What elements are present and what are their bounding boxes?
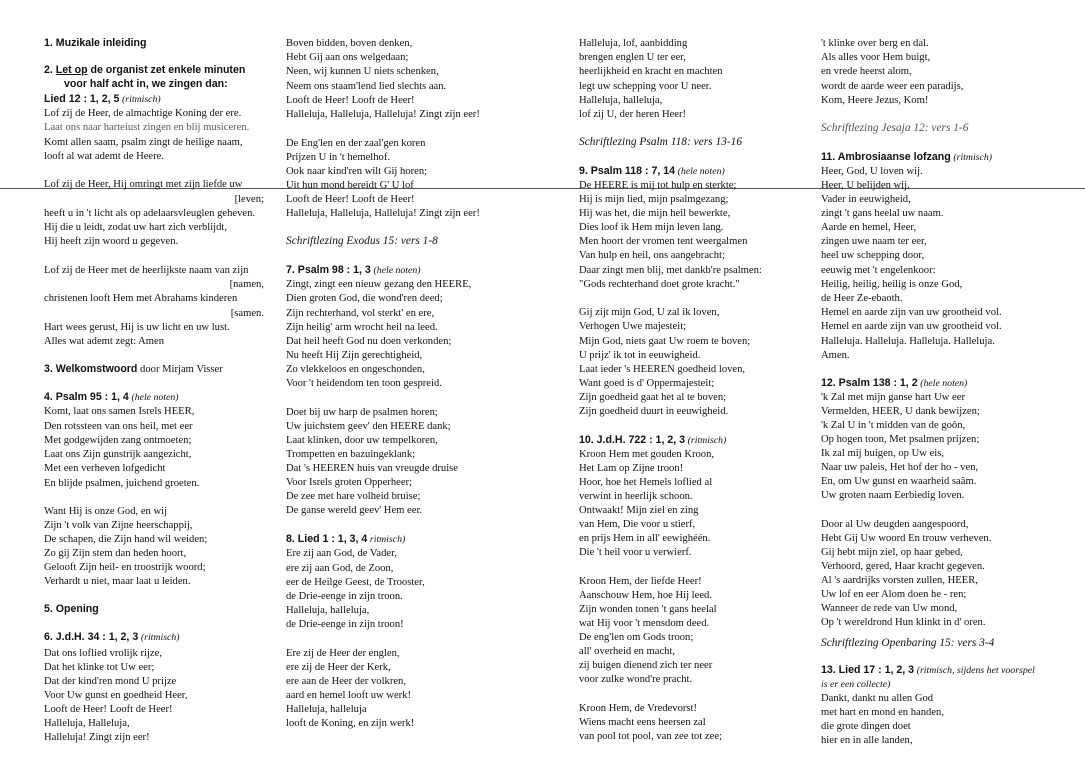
text-line: die grote dingen doet (821, 721, 911, 732)
text-line: Ere zij aan God, de Vader, (286, 548, 397, 559)
item-heading: 7. Psalm 98 : 1, 3 (hele noten) (286, 264, 421, 276)
text-line: Zo gij Zijn stem dan heden hoort, (44, 548, 187, 559)
text-line: De schapen, die Zijn hand wil weiden; (44, 534, 208, 545)
text-line: Zingt, zingt een nieuw gezang den HEERE, (286, 279, 472, 290)
text-line: Daar zingt men blij, met dankb're psalmen: (579, 265, 762, 276)
text-line: Heer, God, U loven wij. (821, 166, 923, 177)
text-line: Aarde en hemel, Heer, (821, 222, 917, 233)
text-line: En, om Uw gunst en waarheid saâm. (821, 476, 977, 487)
text-line: De eng'len om Gods troon; (579, 632, 694, 643)
text-line: Lof zij de Heer met de heerlijkste naam van zijn (44, 265, 249, 276)
text-line: 'k Zal met mijn ganse hart Uw eer (821, 392, 965, 403)
text-line: [samen. (230, 308, 264, 319)
text-line: de Drie-eenge in zijn troon. (286, 591, 403, 602)
text-line: Men hoort der vromen tent weergalmen (579, 236, 748, 247)
text-line: Halleluja, Halleluja, Halleluja! Zingt zijn eer! (286, 208, 480, 219)
text-line: Ik zal mij buigen, op Uw eis, (821, 448, 944, 459)
text-line: Zijn goedheid gaat het al te boven; (579, 392, 727, 403)
text-line: Het Lam op Zijne troon! (579, 463, 684, 474)
text-line: Gij hebt mijn ziel, op haar gebed, (821, 547, 963, 558)
text-line: De Eng'len en der zaal'gen koren (286, 138, 426, 149)
text-line: Uw groten naam Eerbiedig loven. (821, 490, 965, 501)
text-line: Wiens macht eens heersen zal (579, 717, 706, 728)
text-line: Hemel en aarde zijn van uw grootheid vol. (821, 307, 1002, 318)
item-heading: 8. Lied 1 : 1, 3, 4 ritmisch) (286, 533, 406, 545)
text-line: Wanneer de rede van Uw mond, (821, 603, 958, 614)
text-line: legt uw schepping voor U neer. (579, 81, 712, 92)
text-line: 'k Zal U in 't midden van de goôn, (821, 420, 966, 431)
text-line: Halleluja! Zingt zijn eer! (44, 732, 150, 743)
text-line: Dat ons loflied vrolijk rijze, (44, 648, 162, 659)
text-line: Heer, U belijden wij. (821, 180, 910, 191)
text-line: heel uw schepping door, (821, 250, 925, 261)
scripture-reading: Schriftlezing Psalm 118: vers 13-16 (579, 136, 743, 148)
text-line: Gelooft Zijn heil- en troostrijk woord; (44, 562, 206, 573)
text-line: Verhoord, gered, Haar kracht gegeven. (821, 561, 985, 572)
text-line: Dat heil heeft God nu doen verkonden; (286, 336, 452, 347)
text-line: Uit hun mond bereidt G' U lof (286, 180, 414, 191)
text-line: Aanschouw Hem, hoe Hij leed. (579, 590, 712, 601)
text-line: wat Hij voor 't mensdom deed. (579, 618, 710, 629)
text-line: Hebt Gij aan ons welgedaan; (286, 52, 409, 63)
text-line: Amen. (821, 350, 850, 361)
text-line: Uw lof en eer Alom doen he - ren; (821, 589, 967, 600)
text-line: zingt 't gans heelal uw naam. (821, 208, 944, 219)
scripture-reading: Schriftlezing Openbaring 15: vers 3-4 (821, 637, 995, 649)
text-line: Nu heeft Hij Zijn gerechtigheid, (286, 350, 423, 361)
text-line: Doet bij uw harp de psalmen horen; (286, 407, 438, 418)
text-line: de Drie-eenge in zijn troon! (286, 619, 404, 630)
text-line: Dat het klinke tot Uw eer; (44, 662, 155, 673)
text-line: Halleluja, Halleluja, Halleluja! Zingt zijn eer! (286, 109, 480, 120)
item-heading: voor half acht in, we zingen dan: (64, 78, 228, 90)
text-line: De ganse wereld geev' Hem eer. (286, 505, 423, 516)
text-line: Boven bidden, boven denken, (286, 38, 413, 49)
text-line: Komt allen saam, psalm zingt de heilige naam, (44, 137, 243, 148)
text-line: Kroon Hem met gouden Kroon, (579, 449, 715, 460)
text-line: 't klinke over berg en dal. (821, 38, 929, 49)
text-line: Op 't wereldrond Hun klinkt in d' oren. (821, 617, 986, 628)
text-line: Heilig, heilig, heilig is onze God, (821, 279, 963, 290)
text-line: wordt de aarde weer een paradijs, (821, 81, 964, 92)
item-heading: 1. Muzikale inleiding (44, 37, 147, 49)
text-line: looft al wat ademt de Heere. (44, 151, 165, 162)
item-heading: 10. J.d.H. 722 : 1, 2, 3 (ritmisch) (579, 434, 727, 446)
text-line: Laat ieder 's HEEREN goedheid loven, (579, 364, 746, 375)
item-heading: 3. Welkomstwoord door Mirjam Visser (44, 363, 223, 375)
text-line: Looft de Heer! Looft de Heer! (286, 95, 415, 106)
text-line: eeuwig met 't engelenkoor: (821, 265, 936, 276)
text-line: Hoor, hoe het Hemels loflied al (579, 477, 713, 488)
text-line: all' overheid en macht, (579, 646, 676, 657)
text-line: de Heer Ze-ebaoth. (821, 293, 903, 304)
text-line: Voor Isrels groten Opperheer; (286, 477, 413, 488)
text-line: Den rotssteen van ons heil, met eer (44, 421, 193, 432)
text-line: Want Hij is onze God, en wij (44, 506, 168, 517)
text-line: hier en in alle landen, (821, 735, 913, 746)
text-line: Zijn goedheid duurt in eeuwigheid. (579, 406, 729, 417)
text-line: zingen uwe naam ter eer, (821, 236, 927, 247)
text-line: Trompetten en bazuingeklank; (286, 449, 416, 460)
text-line: Zijn heilig' arm wrocht heil na leed. (286, 322, 438, 333)
text-line: voor zulke wond're pracht. (579, 674, 693, 685)
text-line: Met een verheven lofgedicht (44, 463, 166, 474)
text-line: Hart wees gerust, Hij is uw licht en uw lust. (44, 322, 230, 333)
text-line: Zijn rechterhand, vol sterkt' en ere, (286, 308, 435, 319)
text-line: Zo vlekkeloos en ongeschonden, (286, 364, 425, 375)
text-line: Looft de Heer! Looft de Heer! (44, 704, 173, 715)
text-line: Dat 's HEEREN huis van vreugde druise (286, 463, 458, 474)
text-line: heerlijkheid en kracht en machten (579, 66, 723, 77)
text-line: [namen, (229, 279, 264, 290)
text-line: Kom, Heere Jezus, Kom! (821, 95, 929, 106)
text-line: Ontwaakt! Mijn ziel en zing (579, 505, 699, 516)
text-line: Voor 't heidendom ten toon gespreid. (286, 378, 442, 389)
text-line: Hij die u leidt, zodat uw hart zich verblijdt, (44, 222, 227, 233)
text-line: Komt, laat ons samen Isrels HEER, (44, 406, 195, 417)
text-line: met hart en mond en handen, (821, 707, 944, 718)
text-line: is er een collecte) (821, 679, 891, 690)
text-line: Op hogen toon, Met psalmen prijzen; (821, 434, 980, 445)
text-line: en prijs Hem in all' eewighéén. (579, 533, 711, 544)
text-line: Hemel en aarde zijn van uw grootheid vol. (821, 321, 1002, 332)
text-line: Prijzen U in 't hemelhof. (286, 152, 390, 163)
text-line: Al 's aardrijks vorsten zullen, HEER, (821, 575, 978, 586)
text-line: Dien groten God, die wond'ren deed; (286, 293, 443, 304)
text-line: Zijn wonden tonen 't gans heelal (579, 604, 717, 615)
text-line: en vrede heerst alom, (821, 66, 912, 77)
item-heading: Lied 12 : 1, 2, 5 (ritmisch) (44, 93, 161, 105)
text-line: De HEERE is mij tot hulp en sterkte; (579, 180, 737, 191)
text-line: looft de Koning, en zijn werk! (286, 718, 415, 729)
text-line: Hij was het, die mijn heil bewerkte, (579, 208, 731, 219)
text-line: heeft u in 't licht als op adelaarsvleuglen geheven. (44, 208, 256, 219)
text-line: Vader in eeuwigheid, (821, 194, 911, 205)
text-line: van Hem, Die voor u stierf, (579, 519, 696, 530)
text-line: Lof zij de Heer, de almachtige Koning der ere. (44, 108, 242, 119)
text-line: Halleluja, halleluja, (579, 95, 663, 106)
text-line: Als alles voor Hem buigt, (821, 52, 931, 63)
text-line: Met godgewijden zang ontmoeten; (44, 435, 192, 446)
text-line: Lof zij de Heer, Hij omringt met zijn liefde uw (44, 179, 243, 190)
text-line: Zijn 't volk van Zijne heerschappij, (44, 520, 193, 531)
text-line: Naar uw paleis, Het hof der ho - ven, (821, 462, 979, 473)
text-line: En blijde psalmen, juichend groeten. (44, 478, 200, 489)
text-line: Neem ons staam'lend lied slechts aan. (286, 81, 447, 92)
text-line: Halleluja. Halleluja. Halleluja. Halleluja. (821, 336, 995, 347)
text-line: Verhardt u niet, maar laat u leiden. (44, 576, 191, 587)
text-line: Hij is mijn lied, mijn psalmgezang; (579, 194, 729, 205)
text-line: Door al Uw deugden aangespoord, (821, 519, 969, 530)
text-line: Dat der kind'ren mond U prijze (44, 676, 177, 687)
text-line: U prijz' ik tot in eeuwigheid. (579, 350, 701, 361)
text-line: Vermelden, HEER, U dank bewijzen; (821, 406, 980, 417)
text-line: van pool tot pool, van zee tot zee; (579, 731, 722, 742)
text-line: lof zij U, der heren Heer! (579, 109, 687, 120)
text-line: Hij heeft zijn woord u gegeven. (44, 236, 179, 247)
text-line: aard en hemel looft uw werk! (286, 690, 412, 701)
item-heading: 4. Psalm 95 : 1, 4 (hele noten) (44, 391, 179, 403)
text-line: Ook naar kind'ren wilt Gij horen; (286, 166, 428, 177)
text-line: Ere zij de Heer der englen, (286, 648, 400, 659)
text-line: Dies loof ik Hem mijn leven lang. (579, 222, 724, 233)
text-line: zij buigen dienend zich ter neer (579, 660, 713, 671)
item-heading: 2. Let op de organist zet enkele minuten (44, 64, 246, 76)
text-line: Kroon Hem, de Vredevorst! (579, 703, 698, 714)
text-line: Kroon Hem, der liefde Heer! (579, 576, 702, 587)
text-line: [leven; (234, 194, 264, 205)
text-line: ere zij aan God, de Zoon, (286, 563, 394, 574)
text-line: Laat ons Zijn gunstrijk aangezicht, (44, 449, 192, 460)
text-line: Van hulp en heil, ons aangebracht; (579, 250, 725, 261)
text-line: Die 't heil voor u verwierf. (579, 547, 692, 558)
item-heading: 11. Ambrosiaanse lofzang (ritmisch) (821, 151, 993, 163)
text-line: Alles wat ademt zegt: Amen (44, 336, 165, 347)
text-line: brengen englen U ter eer, (579, 52, 686, 63)
scripture-reading: Schriftlezing Jesaja 12: vers 1-6 (821, 122, 969, 134)
item-heading: 12. Psalm 138 : 1, 2 (hele noten) (821, 377, 968, 389)
scripture-reading: Schriftlezing Exodus 15: vers 1-8 (286, 235, 438, 247)
text-line: Dankt, dankt nu allen God (821, 693, 934, 704)
text-line: Verhogen Uwe majesteit; (579, 321, 687, 332)
text-line: Want goed is d' Oppermajesteit; (579, 378, 715, 389)
text-line: Mijn God, niets gaat Uw roem te boven; (579, 336, 751, 347)
text-line: Halleluja, Halleluja, (44, 718, 130, 729)
text-line: Halleluja, halleluja (286, 704, 367, 715)
item-heading: 13. Lied 17 : 1, 2, 3 (ritmisch, sijdens het voorspel (821, 664, 1035, 676)
item-heading: 9. Psalm 118 : 7, 14 (hele noten) (579, 165, 725, 177)
text-line: Voor Uw gunst en goedheid Heer, (44, 690, 188, 701)
text-line: ere zij de Heer der Kerk, (286, 662, 391, 673)
text-line: Halleluja, halleluja, (286, 605, 370, 616)
text-line: Laat klinken, door uw tempelkoren, (286, 435, 438, 446)
text-line: De zee met hare volheid bruise; (286, 491, 421, 502)
text-line: ere aan de Heer der volkren, (286, 676, 406, 687)
text-line: Halleluja, lof, aanbidding (579, 38, 688, 49)
text-line: Neen, wij kunnen U niets schenken, (286, 66, 439, 77)
text-line: Gij zijt mijn God, U zal ik loven, (579, 307, 720, 318)
text-line: "Gods rechterhand doet grote kracht." (579, 279, 740, 290)
text-line: christenen looft Hem met Abrahams kinderen (44, 293, 238, 304)
item-heading: 6. J.d.H. 34 : 1, 2, 3 (ritmisch) (44, 631, 180, 643)
text-line: verwint in heerlijk schoon. (579, 491, 693, 502)
text-line: Hebt Gij Uw woord En trouw verheven. (821, 533, 992, 544)
text-line: Laat ons naar harteiust zingen en blij musiceren. (44, 122, 250, 133)
text-line: Uw juichstem geev' den HEERE dank; (286, 421, 451, 432)
text-line: eer de Heilge Geest, de Trooster, (286, 577, 425, 588)
text-line: Looft de Heer! Looft de Heer! (286, 194, 415, 205)
item-heading: 5. Opening (44, 603, 99, 615)
